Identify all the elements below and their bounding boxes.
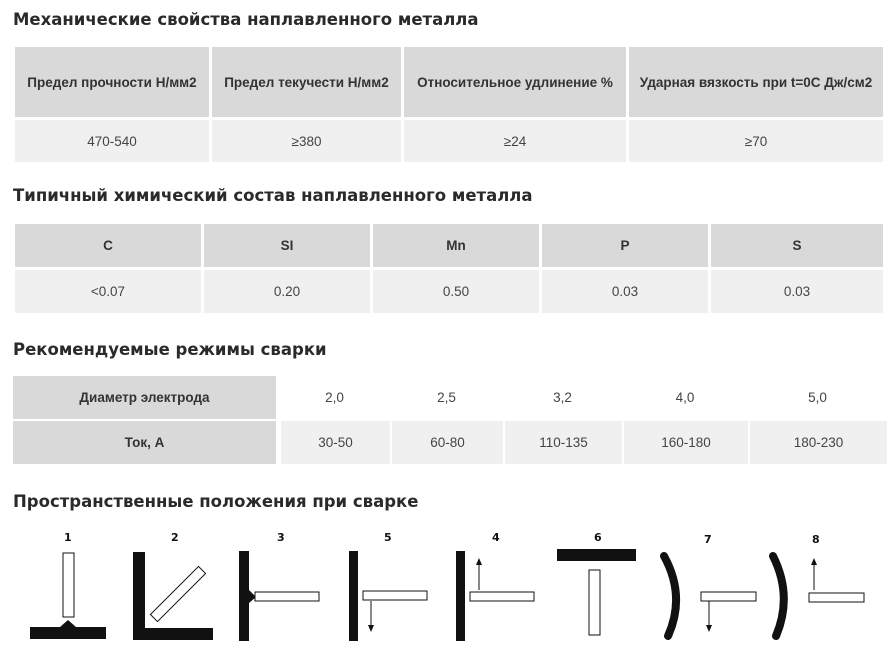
mechanical-properties-table — [12, 44, 886, 165]
value-si: 0.20 — [204, 270, 370, 313]
value-elongation: ≥24 — [404, 120, 626, 162]
header-c: C — [15, 224, 201, 267]
diameter-value: 5,0 — [808, 390, 827, 405]
table-header-row — [15, 224, 883, 267]
position-3-icon — [239, 531, 319, 641]
position-label: 5 — [384, 531, 392, 544]
value-impact-toughness: ≥70 — [629, 120, 883, 162]
current-value: 180-230 — [748, 421, 887, 464]
diameter-value: 3,2 — [553, 390, 572, 405]
table-header-row — [15, 47, 883, 117]
current-value: 30-50 — [279, 421, 390, 464]
position-label: 3 — [277, 531, 285, 544]
position-5-icon — [349, 531, 427, 641]
welding-modes-table — [13, 374, 887, 466]
position-label: 1 — [64, 531, 72, 544]
position-1-icon — [30, 531, 106, 639]
header-impact-toughness: Ударная вязкость при t=0С Дж/см2 — [629, 47, 883, 117]
chemical-composition-table — [12, 221, 886, 316]
position-6-icon — [557, 531, 636, 635]
table-row — [13, 376, 887, 419]
position-label: 2 — [171, 531, 179, 544]
position-4-icon — [456, 531, 534, 641]
diameter-label: Диаметр электрода — [13, 376, 279, 419]
position-7-icon — [664, 533, 756, 636]
header-s: S — [711, 224, 883, 267]
modes-title: Рекомендуемые режимы сварки — [13, 340, 327, 359]
table-row — [13, 421, 887, 464]
diameter-value: 2,0 — [325, 390, 344, 405]
position-8-icon — [773, 533, 864, 636]
position-label: 8 — [812, 533, 820, 546]
header-si: SI — [204, 224, 370, 267]
header-p: P — [542, 224, 708, 267]
table-row — [15, 120, 883, 162]
header-elongation: Относительное удлинение % — [404, 47, 626, 117]
chemical-title: Типичный химический состав наплавленного металла — [13, 186, 533, 205]
position-2-icon — [133, 531, 213, 640]
value-p: 0.03 — [542, 270, 708, 313]
header-tensile-strength: Предел прочности Н/мм2 — [15, 47, 209, 117]
current-value: 160-180 — [622, 421, 748, 464]
current-label: Ток, А — [13, 421, 279, 464]
positions-title: Пространственные положения при сварке — [13, 492, 419, 511]
position-label: 7 — [704, 533, 712, 546]
value-mn: 0.50 — [373, 270, 539, 313]
welding-positions-diagram — [0, 520, 892, 649]
table-row — [15, 270, 883, 313]
header-mn: Mn — [373, 224, 539, 267]
current-value: 110-135 — [503, 421, 622, 464]
mechanical-title: Механические свойства наплавленного металла — [13, 10, 479, 29]
header-yield-strength: Предел текучести Н/мм2 — [212, 47, 401, 117]
diameter-value: 4,0 — [675, 390, 695, 405]
value-c: <0.07 — [15, 270, 201, 313]
current-value: 60-80 — [390, 421, 503, 464]
position-label: 4 — [492, 531, 500, 544]
value-yield-strength: ≥380 — [212, 120, 401, 162]
position-label: 6 — [594, 531, 602, 544]
diameter-value: 2,5 — [437, 390, 456, 405]
value-tensile-strength: 470-540 — [15, 120, 209, 162]
value-s: 0.03 — [711, 270, 883, 313]
